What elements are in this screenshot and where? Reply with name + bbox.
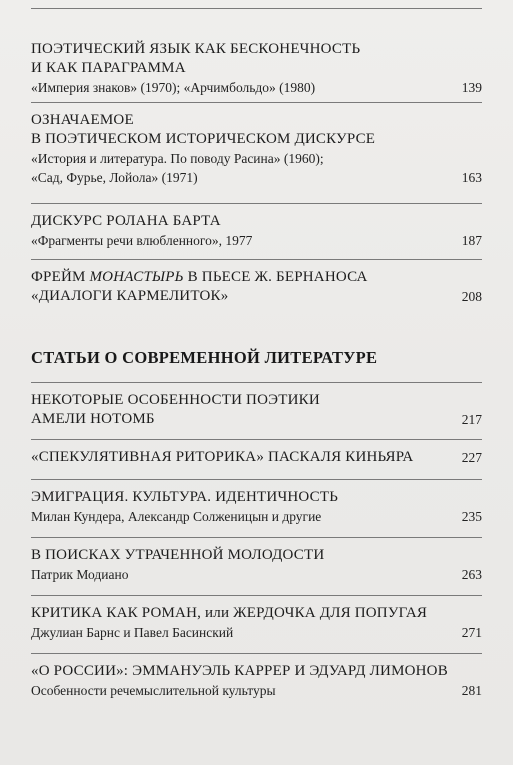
toc-entry-poetic-language [31,40,482,97]
entry-heading-line: «ДИАЛОГИ КАРМЕЛИТОК» [31,288,229,304]
entry-heading-line [31,604,482,623]
entry-divider [31,102,482,103]
entry-divider [31,439,482,440]
heading-text: В ПЬЕСЕ Ж. БЕРНАНОСА [183,269,368,285]
entry-subtitle-line: «Сад, Фурье, Лойола» (1971) [31,170,198,185]
entry-divider [31,203,482,204]
toc-entry-modiano [31,542,482,584]
toc-entry-bernanos-frame [31,264,482,306]
page-number: 281 [461,683,482,698]
top-rule [31,8,482,9]
entry-subtitle-line: Особенности речемыслительной культуры [31,683,276,698]
toc-entry-criticism-as-novel [31,600,482,642]
entry-subtitle-line: «История и литература. По поводу Расина» (1960); [31,151,324,166]
entry-heading-line: В ПОИСКАХ УТРАЧЕННОЙ МОЛОДОСТИ [31,547,325,563]
entry-heading-line: ОЗНАЧАЕМОЕ [31,112,134,128]
entry-heading-line: В ПОЭТИЧЕСКОМ ИСТОРИЧЕСКОМ ДИСКУРСЕ [31,131,376,147]
section-title: СТАТЬИ О СОВРЕМЕННОЙ ЛИТЕРАТУРЕ [31,348,378,367]
heading-conjunction: или [201,605,234,621]
entry-heading-line: «СПЕКУЛЯТИВНАЯ РИТОРИКА» ПАСКАЛЯ КИНЬЯРА [31,449,414,465]
entry-subtitle-line: Патрик Модиано [31,567,129,582]
toc-entry-emigration [31,484,482,526]
page-number: 235 [461,509,482,524]
toc-entry-nothomb [31,387,482,429]
page-number: 163 [461,170,482,185]
page-number: 263 [461,567,482,582]
heading-italic-text: МОНАСТЫРЬ [89,269,184,285]
entry-subtitle-line: Джулиан Барнс и Павел Басинский [31,625,234,640]
page-number: 227 [461,450,482,465]
entry-subtitle-line: «Фрагменты речи влюбленного», 1977 [31,233,253,248]
entry-heading-line: И КАК ПАРАГРАММА [31,60,186,76]
heading-text: ФРЕЙМ [31,269,90,285]
page-number: 271 [461,625,482,640]
entry-heading-line: «О РОССИИ»: ЭММАНУЭЛЬ КАРРЕР И ЭДУАРД ЛИМОНОВ [31,663,448,679]
entry-heading-line: ЭМИГРАЦИЯ. КУЛЬТУРА. ИДЕНТИЧНОСТЬ [31,489,339,505]
entry-divider [31,382,482,383]
heading-text: ЖЕРДОЧКА ДЛЯ ПОПУГАЯ [233,605,428,621]
entry-heading-line: АМЕЛИ НОТОМБ [31,411,155,427]
entry-heading-line [31,268,482,287]
entry-divider [31,537,482,538]
entry-divider [31,259,482,260]
entry-heading-line: НЕКОТОРЫЕ ОСОБЕННОСТИ ПОЭТИКИ [31,392,320,408]
entry-divider [31,653,482,654]
toc-entry-quignard [31,444,482,467]
page-number: 187 [461,233,482,248]
heading-text: КРИТИКА КАК РОМАН, [31,605,202,621]
entry-heading-line: ДИСКУРС РОЛАНА БАРТА [31,213,221,229]
toc-entry-barthes-discourse [31,208,482,250]
entry-heading-line: ПОЭТИЧЕСКИЙ ЯЗЫК КАК БЕСКОНЕЧНОСТЬ [31,41,361,57]
page-number: 208 [461,289,482,304]
entry-subtitle-line: Милан Кундера, Александр Солженицын и другие [31,509,322,524]
page-number: 217 [461,412,482,427]
toc-entry-about-russia [31,658,482,700]
page-number: 139 [461,80,482,95]
entry-divider [31,595,482,596]
toc-entry-signified [31,107,482,187]
entry-divider [31,479,482,480]
entry-subtitle-line: «Империя знаков» (1970); «Арчимбольдо» (1980) [31,80,316,95]
